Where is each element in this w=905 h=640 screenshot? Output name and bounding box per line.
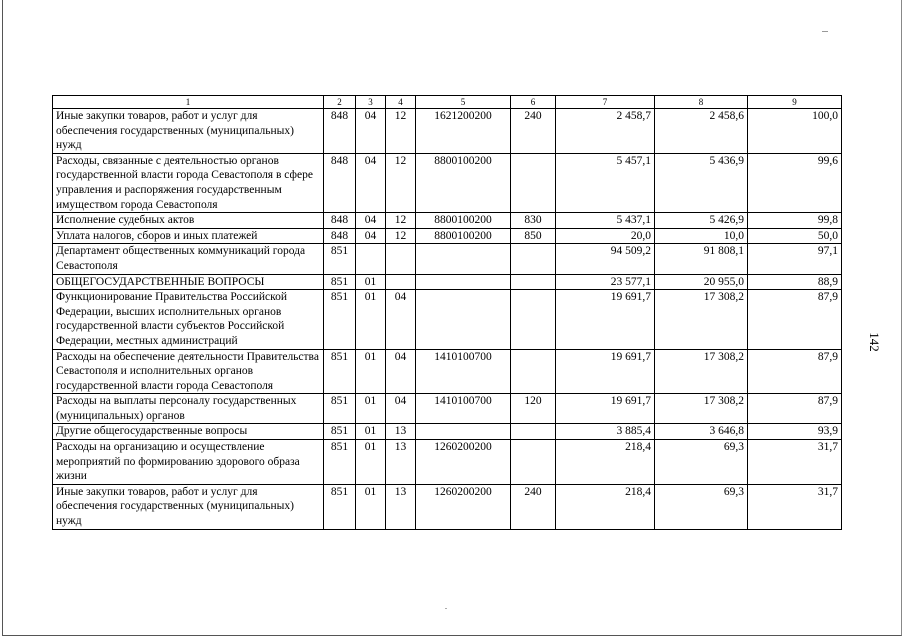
subsection-code: 12 xyxy=(386,109,416,154)
executed-amount: 20 955,0 xyxy=(655,274,748,290)
target-article: 1260200200 xyxy=(416,440,511,485)
section-code: 01 xyxy=(356,290,386,349)
admin-code: 848 xyxy=(324,213,356,229)
table-row xyxy=(53,484,842,529)
subsection-code: 13 xyxy=(386,484,416,529)
row-name: Иные закупки товаров, работ и услуг для обеспечения государственных (муниципальных) нужд xyxy=(53,484,324,529)
table-row xyxy=(53,349,842,394)
admin-code: 848 xyxy=(324,109,356,154)
planned-amount: 2 458,7 xyxy=(556,109,655,154)
table-row xyxy=(53,109,842,154)
subsection-code xyxy=(386,244,416,274)
row-name: ОБЩЕГОСУДАРСТВЕННЫЕ ВОПРОСЫ xyxy=(53,274,324,290)
section-code: 04 xyxy=(356,153,386,212)
executed-amount: 5 426,9 xyxy=(655,213,748,229)
execution-percent: 93,9 xyxy=(748,424,842,440)
target-article xyxy=(416,244,511,274)
table-row xyxy=(53,440,842,485)
section-code: 04 xyxy=(356,109,386,154)
column-number: 5 xyxy=(416,96,511,109)
table-row xyxy=(53,228,842,244)
header-row xyxy=(53,96,842,109)
column-number: 3 xyxy=(356,96,386,109)
execution-percent: 87,9 xyxy=(748,394,842,424)
execution-percent: 99,8 xyxy=(748,213,842,229)
expense-type: 830 xyxy=(511,213,556,229)
target-article: 8800100200 xyxy=(416,213,511,229)
execution-percent: 100,0 xyxy=(748,109,842,154)
planned-amount: 20,0 xyxy=(556,228,655,244)
row-name: Департамент общественных коммуникаций города Севастополя xyxy=(53,244,324,274)
row-name: Другие общегосударственные вопросы xyxy=(53,424,324,440)
admin-code: 851 xyxy=(324,440,356,485)
executed-amount: 69,3 xyxy=(655,440,748,485)
row-name: Функционирование Правительства Российской Федерации, высших исполнительных органов государственной власти субъектов Российской Федерации, местных администраций xyxy=(53,290,324,349)
executed-amount: 5 436,9 xyxy=(655,153,748,212)
expense-type xyxy=(511,349,556,394)
expense-type xyxy=(511,274,556,290)
admin-code: 851 xyxy=(324,274,356,290)
target-article: 1621200200 xyxy=(416,109,511,154)
execution-percent: 87,9 xyxy=(748,349,842,394)
section-code: 01 xyxy=(356,424,386,440)
admin-code: 848 xyxy=(324,228,356,244)
subsection-code: 04 xyxy=(386,290,416,349)
row-name: Расходы на выплаты персоналу государственных (муниципальных) органов xyxy=(53,394,324,424)
section-code: 04 xyxy=(356,228,386,244)
section-code: 01 xyxy=(356,484,386,529)
execution-percent: 50,0 xyxy=(748,228,842,244)
execution-percent: 88,9 xyxy=(748,274,842,290)
expense-type xyxy=(511,424,556,440)
column-number: 4 xyxy=(386,96,416,109)
column-number: 7 xyxy=(556,96,655,109)
execution-percent: 99,6 xyxy=(748,153,842,212)
section-code: 01 xyxy=(356,274,386,290)
admin-code: 848 xyxy=(324,153,356,212)
subsection-code: 12 xyxy=(386,213,416,229)
admin-code: 851 xyxy=(324,484,356,529)
executed-amount: 69,3 xyxy=(655,484,748,529)
executed-amount: 17 308,2 xyxy=(655,290,748,349)
target-article xyxy=(416,274,511,290)
planned-amount: 19 691,7 xyxy=(556,394,655,424)
admin-code: 851 xyxy=(324,424,356,440)
section-code: 01 xyxy=(356,349,386,394)
subsection-code: 04 xyxy=(386,394,416,424)
scan-mark xyxy=(822,31,828,32)
planned-amount: 94 509,2 xyxy=(556,244,655,274)
table-row xyxy=(53,153,842,212)
planned-amount: 5 457,1 xyxy=(556,153,655,212)
subsection-code xyxy=(386,274,416,290)
expense-type: 850 xyxy=(511,228,556,244)
expense-type xyxy=(511,244,556,274)
execution-percent: 87,9 xyxy=(748,290,842,349)
executed-amount: 2 458,6 xyxy=(655,109,748,154)
target-article: 1410100700 xyxy=(416,349,511,394)
page-number: 142 xyxy=(867,332,882,352)
admin-code: 851 xyxy=(324,290,356,349)
column-number: 6 xyxy=(511,96,556,109)
scan-dot xyxy=(445,608,447,609)
section-code: 01 xyxy=(356,394,386,424)
executed-amount: 17 308,2 xyxy=(655,394,748,424)
subsection-code: 13 xyxy=(386,440,416,485)
expense-type xyxy=(511,440,556,485)
execution-percent: 97,1 xyxy=(748,244,842,274)
subsection-code: 12 xyxy=(386,228,416,244)
planned-amount: 218,4 xyxy=(556,440,655,485)
expense-type xyxy=(511,153,556,212)
planned-amount: 23 577,1 xyxy=(556,274,655,290)
planned-amount: 3 885,4 xyxy=(556,424,655,440)
execution-percent: 31,7 xyxy=(748,484,842,529)
row-name: Уплата налогов, сборов и иных платежей xyxy=(53,228,324,244)
planned-amount: 19 691,7 xyxy=(556,349,655,394)
column-number: 2 xyxy=(324,96,356,109)
row-name: Расходы, связанные с деятельностью органов государственной власти города Севастополя в сфере управления и распоряжения государственным имуществом города Севастополя xyxy=(53,153,324,212)
table-row xyxy=(53,394,842,424)
executed-amount: 17 308,2 xyxy=(655,349,748,394)
table-row xyxy=(53,244,842,274)
budget-table xyxy=(52,95,842,530)
expense-type: 120 xyxy=(511,394,556,424)
target-article: 8800100200 xyxy=(416,153,511,212)
section-code: 04 xyxy=(356,213,386,229)
executed-amount: 3 646,8 xyxy=(655,424,748,440)
executed-amount: 10,0 xyxy=(655,228,748,244)
expense-type: 240 xyxy=(511,109,556,154)
planned-amount: 19 691,7 xyxy=(556,290,655,349)
section-code: 01 xyxy=(356,440,386,485)
target-article xyxy=(416,424,511,440)
planned-amount: 5 437,1 xyxy=(556,213,655,229)
admin-code: 851 xyxy=(324,244,356,274)
admin-code: 851 xyxy=(324,349,356,394)
admin-code: 851 xyxy=(324,394,356,424)
column-number: 8 xyxy=(655,96,748,109)
table-row xyxy=(53,290,842,349)
column-number: 9 xyxy=(748,96,842,109)
target-article xyxy=(416,290,511,349)
table-row xyxy=(53,274,842,290)
execution-percent: 31,7 xyxy=(748,440,842,485)
planned-amount: 218,4 xyxy=(556,484,655,529)
column-number: 1 xyxy=(53,96,324,109)
section-code xyxy=(356,244,386,274)
row-name: Иные закупки товаров, работ и услуг для обеспечения государственных (муниципальных) нужд xyxy=(53,109,324,154)
row-name: Расходы на организацию и осуществление мероприятий по формированию здорового образа жизни xyxy=(53,440,324,485)
row-name: Исполнение судебных актов xyxy=(53,213,324,229)
row-name: Расходы на обеспечение деятельности Правительства Севастополя и исполнительных органов государственной власти города Севастополя xyxy=(53,349,324,394)
table-row xyxy=(53,213,842,229)
subsection-code: 12 xyxy=(386,153,416,212)
subsection-code: 13 xyxy=(386,424,416,440)
target-article: 8800100200 xyxy=(416,228,511,244)
expense-type: 240 xyxy=(511,484,556,529)
target-article: 1410100700 xyxy=(416,394,511,424)
subsection-code: 04 xyxy=(386,349,416,394)
table-row xyxy=(53,424,842,440)
expense-type xyxy=(511,290,556,349)
target-article: 1260200200 xyxy=(416,484,511,529)
executed-amount: 91 808,1 xyxy=(655,244,748,274)
